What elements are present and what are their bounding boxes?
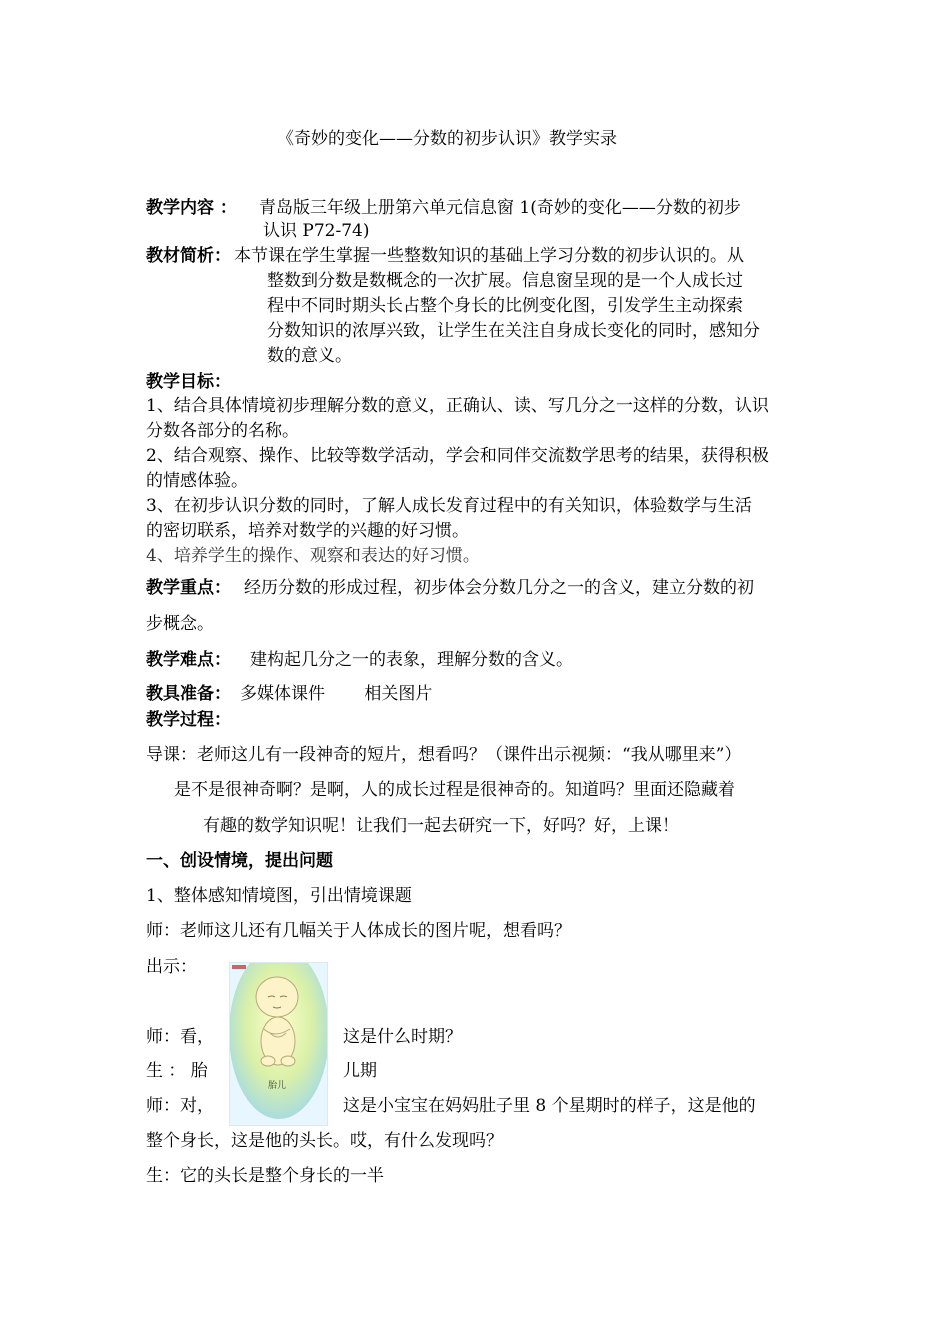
analysis-line: 数的意义。 [267, 346, 352, 366]
goal-line: 4、培养学生的操作、观察和表达的好习惯。 [146, 546, 480, 566]
analysis-line: 程中不同时期头长占整个身长的比例变化图，引发学生主动探索 [267, 296, 743, 316]
goal-line: 3、在初步认识分数的同时，了解人成长发育过程中的有关知识，体验数学与生活 [146, 496, 752, 516]
key-text-line1: 经历分数的形成过程，初步体会分数几分之一的含义，建立分数的初 [244, 578, 754, 598]
dialog-line: 生 ： 胎 [146, 1061, 208, 1081]
dialog-line: 这是什么时期？ [343, 1027, 462, 1047]
dialog-line: 师：对， [146, 1096, 214, 1116]
goal-line: 的密切联系，培养对数学的兴趣的好习惯。 [146, 521, 469, 541]
dialog-line: 整个身长，这是他的头长。哎，有什么发现吗？ [146, 1131, 503, 1151]
dialog-line: 生：它的头长是整个身长的一半 [146, 1166, 384, 1186]
fetus-illustration [229, 962, 328, 1126]
goal-line: 分数各部分的名称。 [146, 421, 299, 441]
analysis-line: 本节课在学生掌握一些整数知识的基础上学习分数的初步认识的。从 [234, 246, 744, 266]
difficulty-text: 建构起几分之一的表象，理解分数的含义。 [250, 650, 573, 670]
intro-line3: 有趣的数学知识呢！让我们一起去研究一下，好吗？好，上课！ [203, 816, 679, 836]
content-text-line1: 青岛版三年级上册第六单元信息窗 1(奇妙的变化——分数的初步 [259, 198, 741, 218]
analysis-label: 教材简析： [146, 246, 231, 266]
intro-line1: 导课：老师这儿有一段神奇的短片，想看吗？（课件出示视频：“我从哪里来”） [146, 745, 742, 765]
difficulty-label: 教学难点： [146, 650, 231, 670]
key-text-line2: 步概念。 [146, 614, 214, 634]
step-heading: 1、整体感知情境图，引出情境课题 [146, 886, 412, 906]
content-label: 教学内容 ： [146, 198, 237, 218]
dialog-line: 师：老师这儿还有几幅关于人体成长的图片呢，想看吗？ [146, 921, 571, 941]
fetus-caption: 胎儿 [268, 1081, 287, 1091]
goals-label: 教学目标： [146, 372, 231, 392]
tools-label: 教具准备： [146, 684, 231, 704]
section-heading: 一、创设情境，提出问题 [146, 851, 333, 871]
key-label: 教学重点： [146, 578, 231, 598]
dialog-line: 这是小宝宝在妈妈肚子里 8 个星期时的样子，这是他的 [343, 1096, 756, 1116]
goal-line: 的情感体验。 [146, 471, 248, 491]
dialog-line: 师：看， [146, 1027, 214, 1047]
tools-text: 多媒体课件 相关图片 [240, 684, 433, 704]
intro-line2: 是不是很神奇啊？是啊，人的成长过程是很神奇的。知道吗？里面还隐藏着 [174, 780, 735, 800]
fetus-illustration-graphic [230, 963, 327, 1125]
goal-line: 1、结合具体情境初步理解分数的意义，正确认、读、写几分之一这样的分数，认识 [146, 396, 769, 416]
process-label: 教学过程： [146, 710, 231, 730]
analysis-line: 分数知识的浓厚兴致，让学生在关注自身成长变化的同时，感知分 [267, 321, 760, 341]
goal-line: 2、结合观察、操作、比较等数学活动，学会和同伴交流数学思考的结果，获得积极 [146, 446, 769, 466]
content-text-line2: 认识 P72-74) [263, 221, 370, 241]
page-title: 《奇妙的变化——分数的初步认识》教学实录 [277, 129, 617, 149]
dialog-show-label: 出示： [146, 957, 197, 977]
analysis-line: 整数到分数是数概念的一次扩展。信息窗呈现的是一个人成长过 [267, 271, 743, 291]
dialog-line: 儿期 [343, 1061, 377, 1081]
